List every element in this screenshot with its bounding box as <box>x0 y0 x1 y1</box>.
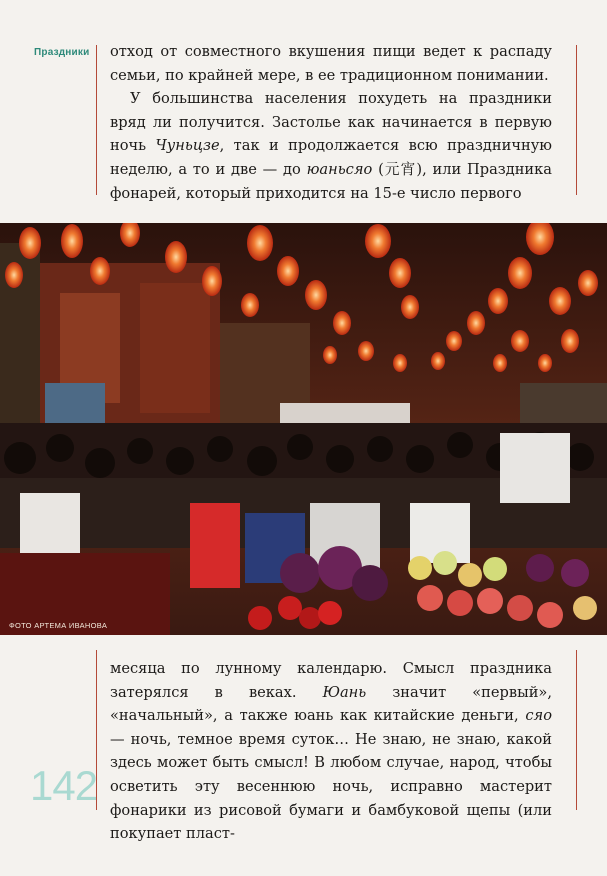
paragraph-2-part-c: (元宵), или Праздника фонарей, который приходится на 15-е число первого <box>110 160 552 202</box>
term-yuan: Юань <box>322 683 367 701</box>
photo-credit: ФОТО АРТЕМА ИВАНОВА <box>9 621 108 630</box>
paragraph-3-part-c: — ночь, темное время суток… Не знаю, не знаю, какой здесь может быть смысл! В любом случае, народ, чтобы осветить эту весеннюю ночь, исправно мастерит фонарики из рисовой бумаги и бамбуковой щепы (или покупает пласт- <box>110 730 552 843</box>
photo-illustration <box>0 223 607 635</box>
paragraph-3 <box>110 657 552 846</box>
top-right-rule <box>576 45 577 195</box>
paragraph-2 <box>110 87 552 205</box>
paragraph-2-part-b: , так и продолжается всю праздничную неделю, а то и две — до <box>110 137 553 178</box>
lantern-festival-photo <box>0 223 607 635</box>
paragraph-3-part-a: месяца по лунному календарю. Смысл праздника затерялся в веках. <box>110 660 552 701</box>
term-xiao: сяо <box>525 707 552 725</box>
section-label: Праздники <box>34 47 90 58</box>
page-number: 142 <box>30 762 98 809</box>
paragraph-3-part-b: значит «первый», «начальный», а также юань как китайские деньги, <box>110 683 552 725</box>
paragraph-2-part-a: У большинства населения похудеть на праздники вряд ли получится. Застолье как начинается в первую ночь <box>110 90 552 155</box>
bottom-right-rule <box>576 650 577 810</box>
text-block-bottom <box>110 657 552 846</box>
term-chunjie: Чуньцзе <box>155 137 220 155</box>
term-yuanxiao: юаньсяо <box>306 160 373 178</box>
text-block-top <box>110 40 552 205</box>
paragraph-1: отход от совместного вкушения пищи ведет к распаду семьи, по крайней мере, в ее традиционном понимании. <box>110 43 552 84</box>
top-left-rule <box>96 45 97 195</box>
